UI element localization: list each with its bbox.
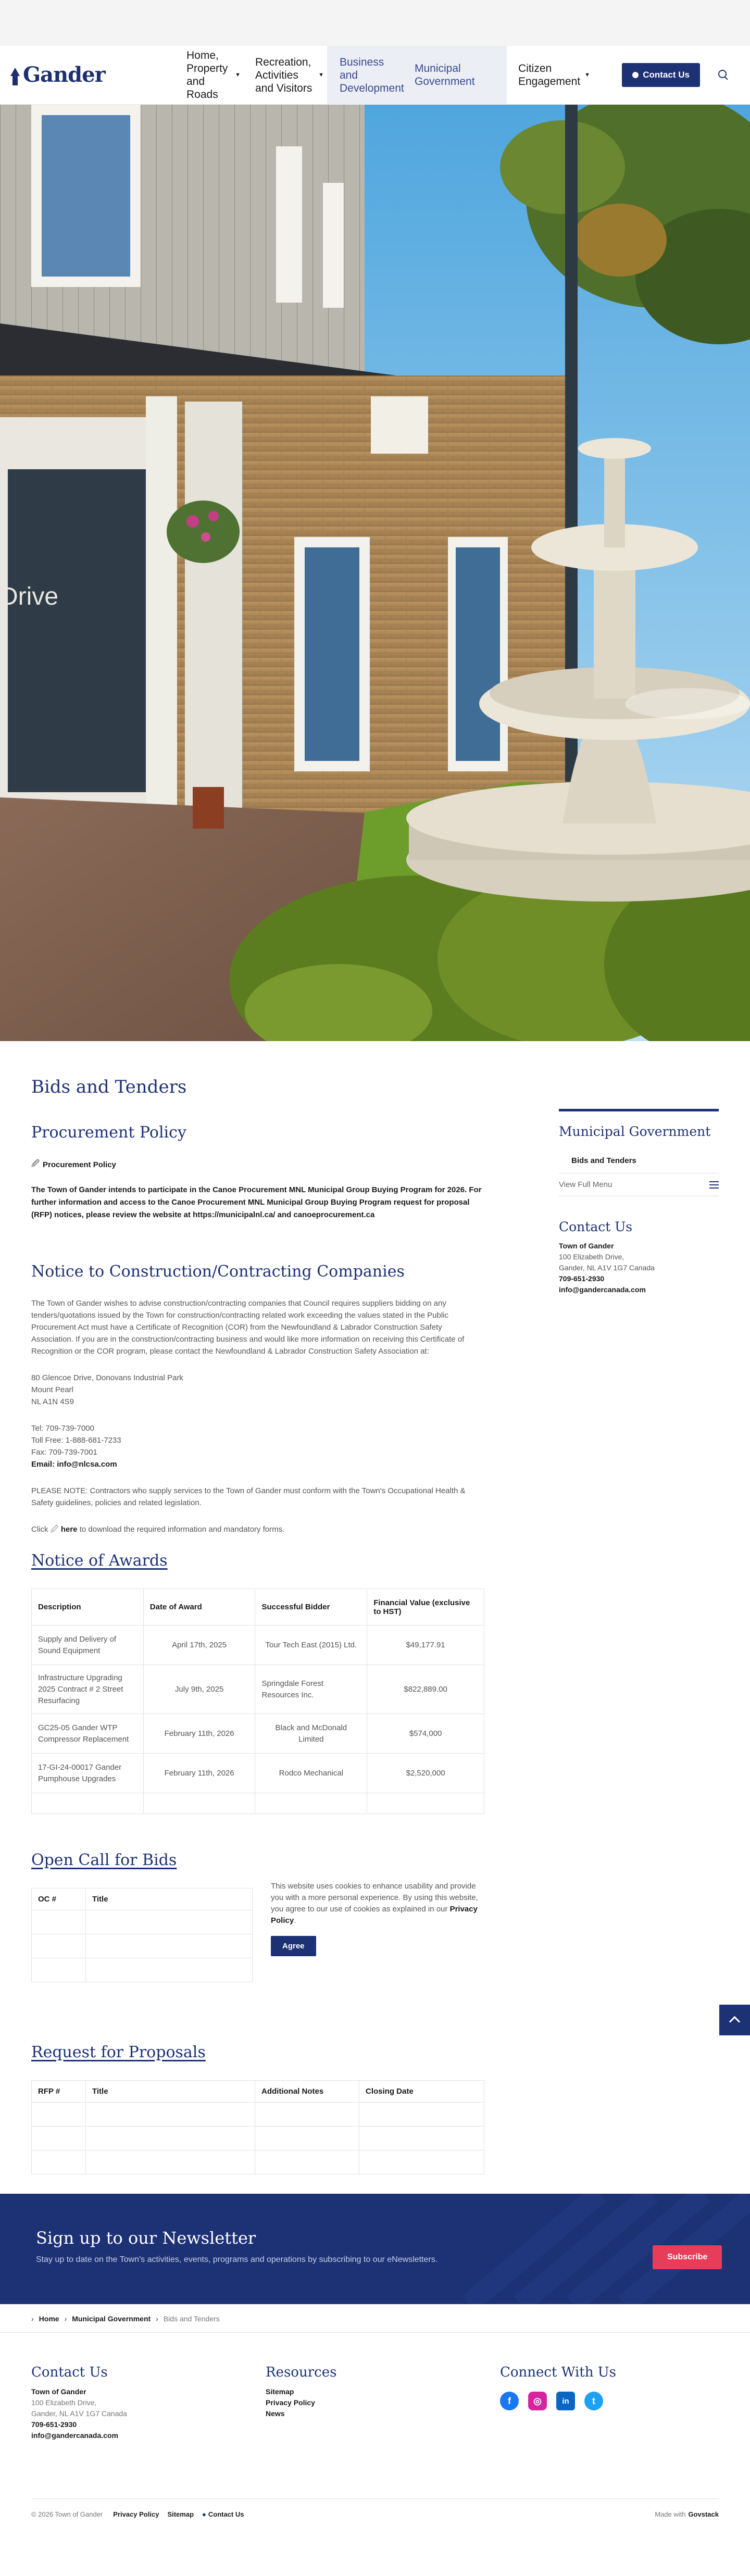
- table-cell: [32, 1934, 86, 1958]
- contact-address: Gander, NL A1V 1G7 Canada: [559, 1264, 655, 1272]
- govstack-link[interactable]: Govstack: [688, 2510, 719, 2518]
- contact-address: 100 Elizabeth Drive,: [559, 1253, 624, 1261]
- download-forms-text: [31, 1523, 484, 1535]
- town-hall-photo: [0, 105, 750, 1041]
- table-cell: [86, 1934, 253, 1958]
- table-cell: 17-GI-24-00017 Gander Pumphouse Upgrades: [32, 1754, 144, 1793]
- site-header: [0, 46, 750, 105]
- footer-contact-title: Contact Us: [31, 2365, 108, 2380]
- chevron-right-icon: ›: [31, 2315, 34, 2323]
- menu-label: Recreation, Activities and Visitors: [255, 56, 312, 94]
- footer-link-privacy[interactable]: Privacy Policy: [266, 2398, 315, 2407]
- notice-heading: Notice to Construction/Contracting Companies: [31, 1262, 405, 1281]
- table-cell: [86, 1958, 253, 1982]
- table-cell: [86, 2150, 255, 2174]
- view-full-menu-button[interactable]: [559, 1173, 719, 1196]
- table-cell: Tour Tech East (2015) Ltd.: [255, 1625, 367, 1665]
- instagram-icon[interactable]: ◎: [528, 2392, 547, 2410]
- click-text: Click: [31, 1525, 48, 1534]
- footer-address: 100 Elizabeth Drive,: [31, 2398, 97, 2407]
- paperclip-icon: 🖉: [31, 1159, 40, 1168]
- table-cell: [32, 2103, 86, 2127]
- bottom-link-sitemap[interactable]: Sitemap: [167, 2510, 194, 2518]
- sidebar-title: Municipal Government: [559, 1124, 711, 1139]
- bottom-link-privacy[interactable]: Privacy Policy: [113, 2510, 159, 2518]
- gander-logo-icon: [9, 68, 21, 85]
- table-row: [32, 1910, 253, 1934]
- chevron-down-icon: ▼: [318, 71, 324, 78]
- awards-table: [31, 1589, 484, 1814]
- table-cell: $822,889.00: [367, 1665, 484, 1714]
- subscribe-button[interactable]: Subscribe: [653, 2245, 722, 2269]
- column-header: OC #: [32, 1889, 86, 1910]
- footer-resources: [266, 2365, 474, 2419]
- fax-text: Fax: 709-739-7001: [31, 1448, 97, 1457]
- table-cell: $2,520,000: [367, 1754, 484, 1793]
- contact-us-button[interactable]: [622, 63, 700, 87]
- breadcrumb-current: Bids and Tenders: [163, 2315, 220, 2323]
- table-row: [32, 1793, 484, 1814]
- building-sign-text: Drive: [0, 583, 59, 610]
- table-cell: Rodco Mechanical: [255, 1754, 367, 1793]
- table-cell: $574,000: [367, 1714, 484, 1754]
- linkedin-icon[interactable]: in: [556, 2392, 575, 2410]
- tollfree-text: Toll Free: 1-888-681-7233: [31, 1436, 121, 1445]
- table-cell: [32, 1958, 86, 1982]
- awards-section: [31, 1552, 484, 1814]
- sidebar-menu: [559, 1109, 719, 1196]
- cookie-text: This website uses cookies to enhance usability and provide you with a more personal experience. By using this website, you agree to our use of cookies as explained in our Privacy Policy.: [271, 1882, 478, 1925]
- safety-note: PLEASE NOTE: Contractors who supply services to the Town of Gander must conform with the Town's Occupational Health & Safety guidelines, policies and related legislation.: [31, 1486, 466, 1507]
- table-cell: Springdale Forest Resources Inc.: [255, 1665, 367, 1714]
- bottom-link-contact[interactable]: Contact Us: [208, 2510, 244, 2518]
- footer-resources-title: Resources: [266, 2365, 337, 2380]
- table-cell: [255, 2150, 359, 2174]
- search-icon[interactable]: [718, 69, 729, 81]
- menu-item-municipal-government[interactable]: Municipal Government: [415, 62, 475, 87]
- table-cell: [359, 2150, 484, 2174]
- nlcsa-address: [31, 1372, 484, 1408]
- procurement-attachment-link[interactable]: [31, 1158, 484, 1171]
- table-cell: February 11th, 2026: [143, 1714, 255, 1754]
- rfp-section: [31, 2043, 484, 2174]
- table-row: [32, 1958, 253, 1982]
- menu-item-home-property[interactable]: [175, 46, 244, 105]
- made-with-text: Made with: [655, 2510, 686, 2518]
- footer-link-sitemap[interactable]: Sitemap: [266, 2387, 294, 2396]
- breadcrumb: [31, 2315, 220, 2323]
- footer-link-news[interactable]: News: [266, 2409, 285, 2418]
- footer-bottom-bar: [31, 2498, 719, 2518]
- column-header: RFP #: [32, 2081, 86, 2103]
- table-cell: [32, 2150, 86, 2174]
- table-cell: [86, 2127, 255, 2150]
- table-cell: [32, 1910, 86, 1934]
- table-cell: [86, 1910, 253, 1934]
- footer-contact: [31, 2365, 240, 2441]
- breadcrumb-municipal-government[interactable]: Municipal Government: [72, 2315, 151, 2323]
- attachment-label: Procurement Policy: [43, 1160, 116, 1169]
- nlcsa-email-link[interactable]: info@nlcsa.com: [57, 1460, 117, 1469]
- table-cell: [359, 2127, 484, 2150]
- phone-icon: ●: [202, 2510, 206, 2518]
- breadcrumb-home[interactable]: Home: [39, 2315, 59, 2323]
- logo-text: Gander: [23, 62, 105, 87]
- sidebar-contact-title: Contact Us: [559, 1219, 633, 1234]
- table-cell: [367, 1793, 484, 1814]
- address-line: Mount Pearl: [31, 1385, 73, 1394]
- sidebar: [559, 1109, 719, 1295]
- tel-text: Tel: 709-739-7000: [31, 1424, 94, 1433]
- table-cell: Infrastructure Upgrading 2025 Contract # 2 Street Resurfacing: [32, 1665, 144, 1714]
- list-icon: [709, 1181, 719, 1189]
- copyright-text: © 2026 Town of Gander: [31, 2510, 103, 2518]
- footer-address: Gander, NL A1V 1G7 Canada: [31, 2409, 127, 2418]
- table-cell: [143, 1793, 255, 1814]
- notice-section: [31, 1262, 484, 1535]
- notice-paragraph: The Town of Gander wishes to advise construction/contracting companies that Council requires suppliers bidding on any tenders/quotations issued by the Town for construction/contracting related work exceeding the values stated in the Public Procurement Act must have a Certificate of Recognition (COR) from the Newfoundland & Labrador Construction Safety Association. If you are in the construction/contracting business and would like more information on receiving this Certificate of Recognition or the COR program, please contact the Newfoundland & Labrador Construction Safety Association at:: [31, 1299, 465, 1356]
- contact-phone-link[interactable]: 709-651-2930: [559, 1274, 605, 1283]
- footer-phone-link[interactable]: 709-651-2930: [31, 2420, 77, 2429]
- menu-item-citizen-engagement[interactable]: [507, 46, 595, 105]
- footer-connect: [500, 2365, 708, 2410]
- table-cell: April 17th, 2025: [143, 1625, 255, 1665]
- address-line: NL A1N 4S9: [31, 1397, 74, 1406]
- open-bids-table: [31, 1888, 253, 1982]
- procurement-section: [31, 1123, 484, 1221]
- table-row: [32, 1625, 484, 1665]
- main-menu: [175, 46, 595, 105]
- footer-contact-name: Town of Gander: [31, 2387, 86, 2396]
- social-links: [500, 2392, 708, 2410]
- open-bids-heading[interactable]: Open Call for Bids: [31, 1851, 177, 1869]
- table-row: [32, 1665, 484, 1714]
- column-header: Financial Value (exclusive to HST): [367, 1589, 484, 1625]
- table-cell: February 11th, 2026: [143, 1754, 255, 1793]
- contact-name: Town of Gander: [559, 1242, 614, 1250]
- view-full-menu-label: View Full Menu: [559, 1180, 612, 1189]
- table-cell: $49,177.91: [367, 1625, 484, 1665]
- table-header-row: [32, 1889, 253, 1910]
- table-cell: [32, 1793, 144, 1814]
- menu-label: Citizen Engagement: [518, 62, 581, 87]
- sidebar-item-bids-and-tenders[interactable]: Bids and Tenders: [559, 1148, 719, 1173]
- top-utility-bar: [0, 0, 750, 46]
- procurement-heading: Procurement Policy: [31, 1123, 186, 1142]
- rfp-heading[interactable]: Request for Proposals: [31, 2043, 206, 2061]
- back-to-top-button[interactable]: [719, 2005, 750, 2035]
- chevron-down-icon: ▼: [584, 71, 590, 78]
- chevron-right-icon: ›: [156, 2315, 158, 2323]
- procurement-text: The Town of Gander intends to participate in the Canoe Procurement MNL Municipal Group Buying Program for 2026. For further information and access to the Canoe Procurement MNL Municipal Group Buying Program request for proposal (RFP) notices, please review the website at https://municipalnl.ca/ and canoeprocurement.ca: [31, 1185, 482, 1219]
- column-header: Date of Award: [143, 1589, 255, 1625]
- phone-icon: [632, 72, 639, 78]
- table-cell: [359, 2103, 484, 2127]
- download-forms-link[interactable]: here: [60, 1525, 78, 1534]
- click-post-text: to download the required information and mandatory forms.: [79, 1525, 285, 1534]
- newsletter-text: Stay up to date on the Town's activities, events, programs and operations by subscribing to our eNewsletters.: [36, 2255, 438, 2264]
- column-header: Successful Bidder: [255, 1589, 367, 1625]
- chevron-right-icon: ›: [64, 2315, 67, 2323]
- table-cell: GC25-05 Gander WTP Compressor Replacement: [32, 1714, 144, 1754]
- table-row: [32, 1754, 484, 1793]
- cookie-privacy-link[interactable]: Privacy Policy: [271, 1905, 478, 1925]
- footer-divider: [0, 2332, 750, 2333]
- awards-heading[interactable]: Notice of Awards: [31, 1552, 168, 1570]
- footer-email-link[interactable]: info@gandercanada.com: [31, 2431, 118, 2440]
- menu-item-business[interactable]: [327, 46, 507, 105]
- column-header: Title: [86, 1889, 253, 1910]
- table-header-row: [32, 1589, 484, 1625]
- paperclip-icon: 🖉: [50, 1525, 59, 1534]
- table-cell: Supply and Delivery of Sound Equipment: [32, 1625, 144, 1665]
- cookie-agree-button[interactable]: Agree: [271, 1936, 316, 1956]
- email-label: Email:: [31, 1460, 55, 1469]
- rfp-table: [31, 2080, 484, 2174]
- cookie-banner: [271, 1881, 484, 1956]
- sidebar-contact: [559, 1219, 719, 1295]
- twitter-icon[interactable]: t: [584, 2392, 603, 2410]
- column-header: Title: [86, 2081, 255, 2103]
- column-header: Description: [32, 1589, 144, 1625]
- table-row: [32, 2127, 484, 2150]
- menu-label: Home, Property and Roads: [186, 49, 228, 101]
- table-row: [32, 1934, 253, 1958]
- column-header: Closing Date: [359, 2081, 484, 2103]
- page-title: Bids and Tenders: [31, 1077, 187, 1097]
- facebook-icon[interactable]: f: [500, 2392, 519, 2410]
- footer-connect-title: Connect With Us: [500, 2365, 616, 2380]
- table-cell: [255, 1793, 367, 1814]
- hero-image: [0, 105, 750, 1041]
- chevron-down-icon: ▼: [235, 71, 241, 78]
- table-cell: Black and McDonald Limited: [255, 1714, 367, 1754]
- table-cell: [32, 2127, 86, 2150]
- table-row: [32, 1714, 484, 1754]
- table-cell: July 9th, 2025: [143, 1665, 255, 1714]
- table-cell: [86, 2103, 255, 2127]
- table-row: [32, 2150, 484, 2174]
- table-row: [32, 2103, 484, 2127]
- contact-us-label: Contact Us: [643, 70, 690, 80]
- newsletter-section: [0, 2194, 750, 2304]
- cookie-message: This website uses cookies to enhance usability and provide you with a more personal experience. By using this website, you agree to our use of cookies as explained in our: [271, 1882, 478, 1914]
- contact-email-link[interactable]: info@gandercanada.com: [559, 1285, 646, 1294]
- table-cell: [255, 2103, 359, 2127]
- menu-item-recreation[interactable]: [244, 46, 327, 105]
- nlcsa-contact: [31, 1422, 484, 1470]
- table-header-row: [32, 2081, 484, 2103]
- site-logo[interactable]: [9, 62, 166, 87]
- menu-label: Business and Development: [340, 56, 404, 94]
- newsletter-pattern: [0, 2194, 750, 2304]
- newsletter-title: Sign up to our Newsletter: [36, 2228, 256, 2248]
- address-line: 80 Glencoe Drive, Donovans Industrial Park: [31, 1373, 183, 1382]
- table-cell: [255, 2127, 359, 2150]
- column-header: Additional Notes: [255, 2081, 359, 2103]
